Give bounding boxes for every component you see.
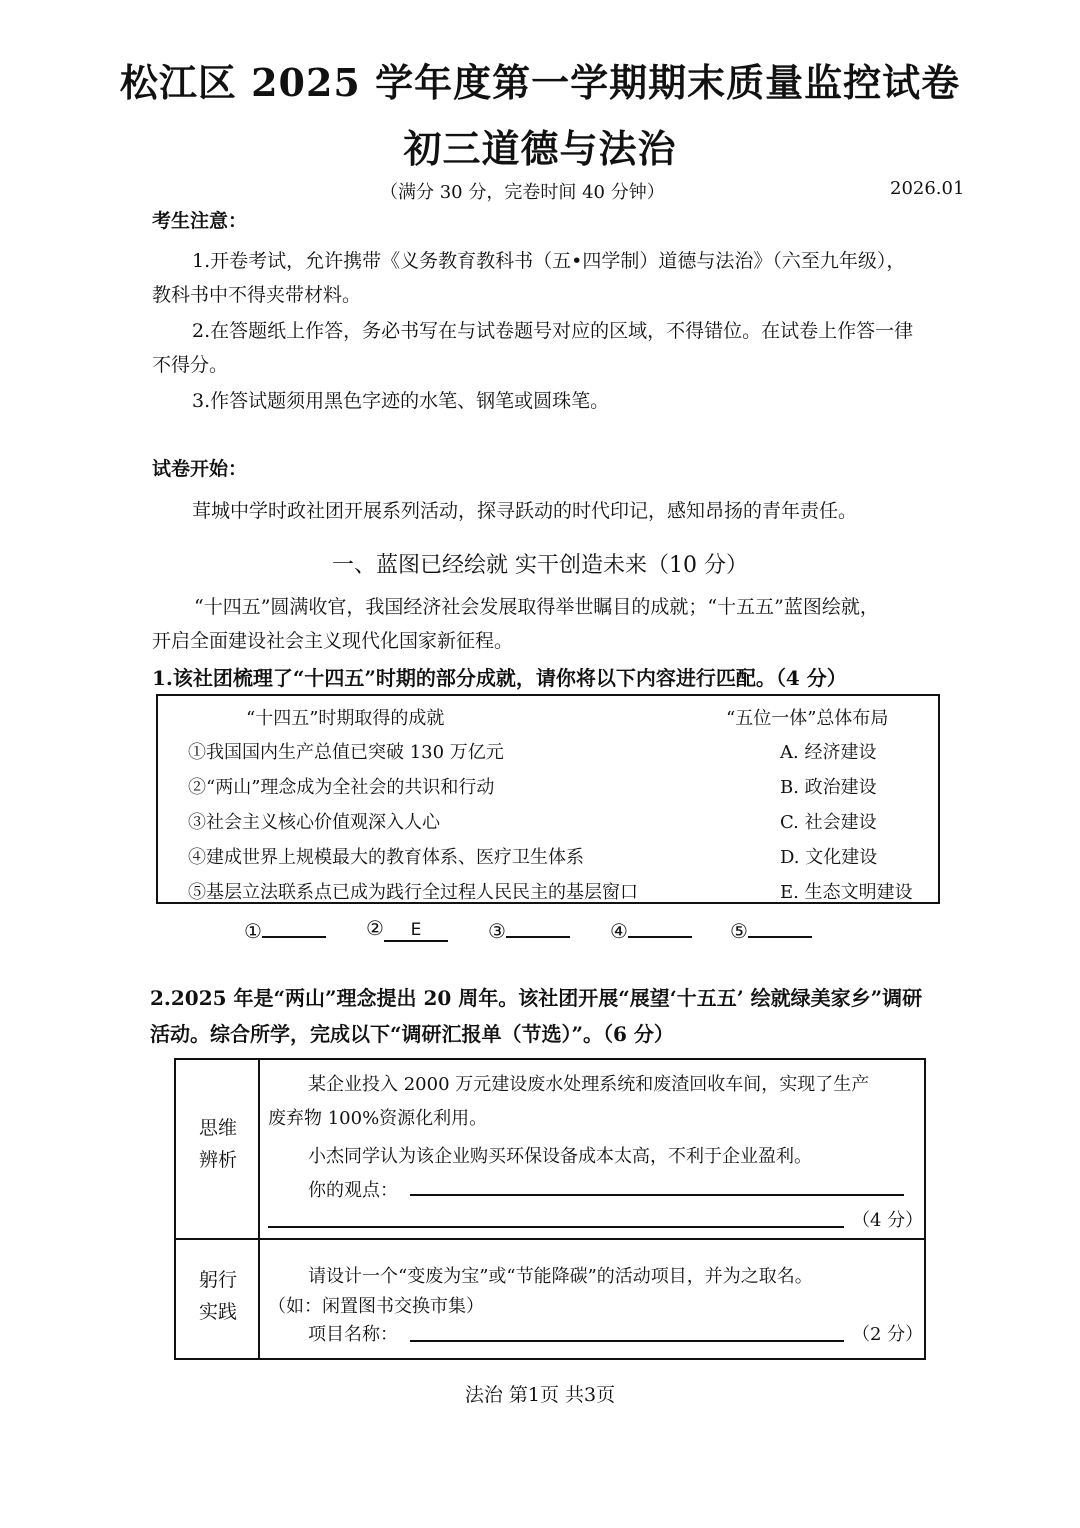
q1-answer-3-mark: ③ — [488, 919, 506, 943]
q2-part-1-label — [194, 1112, 242, 1177]
q2-part-2-answer-line[interactable] — [410, 1340, 844, 1342]
q1-achievement-5: ⑤基层立法联系点已成为践行全过程人民民主的基层窗口 — [188, 882, 638, 903]
exam-date: 2026.01 — [890, 178, 965, 199]
section-1-title: 一、蓝图已经绘就 实干创造未来（10 分） — [332, 553, 748, 578]
subject-title: 初三道德与法治 — [403, 126, 677, 171]
start-intro: 茸城中学时政社团开展系列活动，探寻跃动的时代印记，感知昂扬的青年责任。 — [192, 500, 858, 522]
notice-item-2-line-2: 不得分。 — [152, 354, 229, 376]
q1-layout-d: D. 文化建设 — [780, 847, 878, 868]
score-info: （满分 30 分，完卷时间 40 分钟） — [380, 182, 665, 203]
q2-part-2-label — [194, 1264, 242, 1329]
q1-answer-4[interactable] — [610, 916, 692, 943]
q2-part-1-line-3: 小杰同学认为该企业购买环保设备成本太高，不利于企业盈利。 — [308, 1146, 812, 1167]
q1-achievement-4: ④建成世界上规模最大的教育体系、医疗卫生体系 — [188, 847, 584, 868]
q2-part-1-label-a: 思维 — [198, 1117, 237, 1139]
q2-part-2-label-a: 躬行 — [198, 1269, 237, 1291]
q2-report-table — [174, 1058, 926, 1360]
notice-heading: 考生注意： — [152, 210, 248, 232]
q1-answer-1-mark: ① — [244, 919, 262, 943]
q1-answer-4-blank[interactable] — [628, 916, 692, 938]
q1-answer-2[interactable] — [366, 916, 448, 942]
q2-part-1-score: （4 分） — [852, 1210, 924, 1231]
q1-achievement-2: ②“两山”理念成为全社会的共识和行动 — [188, 777, 495, 798]
q1-answer-1[interactable] — [244, 916, 326, 943]
q1-answer-1-blank[interactable] — [262, 916, 326, 938]
q2-part-2-label-b: 实践 — [198, 1301, 237, 1324]
q1-answer-3[interactable] — [488, 916, 570, 943]
q1-layout-b: B. 政治建设 — [780, 777, 877, 798]
q2-part-2-prompt: 项目名称： — [308, 1324, 398, 1345]
q2-part-2-line-2: （如：闲置图书交换市集） — [268, 1296, 484, 1317]
q2-table-divider-vertical — [258, 1060, 260, 1358]
q1-col-right-header: “五位一体”总体布局 — [726, 708, 889, 729]
q1-col-left-header: “十四五”时期取得的成就 — [246, 708, 445, 729]
q2-part-1-answer-line-1[interactable] — [410, 1194, 904, 1196]
q1-layout-e: E. 生态文明建设 — [780, 882, 913, 903]
section-1-para-line-1: “十四五”圆满收官，我国经济社会发展取得举世瞩目的成就；“十五五”蓝图绘就， — [194, 596, 879, 618]
q2-part-2-line-1: 请设计一个“变废为宝”或“节能降碳”的活动项目，并为之取名。 — [308, 1266, 813, 1287]
start-heading: 试卷开始： — [152, 458, 248, 480]
q1-answer-2-blank[interactable]: E — [384, 920, 448, 942]
notice-item-1-line-2: 教科书中不得夹带材料。 — [152, 284, 362, 306]
q2-part-1-line-1: 某企业投入 2000 万元建设废水处理系统和废渣回收车间，实现了生产 — [308, 1074, 870, 1095]
q1-answer-2-mark: ② — [366, 916, 384, 940]
q1-stem: 1.该社团梳理了“十四五”时期的部分成就，请你将以下内容进行匹配。（4 分） — [152, 666, 847, 690]
q1-answer-3-blank[interactable] — [506, 916, 570, 938]
q2-stem-line-1: 2.2025 年是“两山”理念提出 20 周年。该社团开展“展望‘十五五’ 绘就绿美家乡”调研 — [150, 986, 923, 1010]
exam-title: 松江区 2025 学年度第一学期期末质量监控试卷 — [119, 60, 961, 105]
q2-part-2-score: （2 分） — [852, 1324, 924, 1345]
q1-answer-4-mark: ④ — [610, 919, 628, 943]
q1-answer-5-mark: ⑤ — [730, 919, 748, 943]
q2-part-1-line-2: 废弃物 100%资源化利用。 — [268, 1108, 488, 1129]
q1-achievement-3: ③社会主义核心价值观深入人心 — [188, 812, 440, 833]
notice-item-3: 3.作答试题须用黑色字迹的水笔、钢笔或圆珠笔。 — [192, 390, 610, 412]
notice-item-2-line-1: 2.在答题纸上作答，务必书写在与试卷题号对应的区域，不得错位。在试卷上作答一律 — [192, 320, 914, 342]
q2-stem-line-2: 活动。综合所学，完成以下“调研汇报单（节选）”。（6 分） — [150, 1022, 674, 1046]
section-1-para-line-2: 开启全面建设社会主义现代化国家新征程。 — [152, 630, 514, 652]
q1-answer-5[interactable] — [730, 916, 812, 943]
q1-answer-5-blank[interactable] — [748, 916, 812, 938]
page-footer: 法治 第1页 共3页 — [464, 1384, 616, 1406]
notice-item-1-line-1: 1.开卷考试，允许携带《义务教育教科书（五•四学制）道德与法治》（六至九年级）， — [192, 250, 906, 272]
q2-part-1-prompt: 你的观点： — [308, 1180, 398, 1201]
q2-table-divider-horizontal — [176, 1238, 924, 1240]
q1-layout-a: A. 经济建设 — [780, 742, 877, 763]
q2-part-1-answer-line-2[interactable] — [268, 1226, 844, 1228]
q2-part-1-label-b: 辨析 — [198, 1149, 237, 1172]
q1-achievement-1: ①我国国内生产总值已突破 130 万亿元 — [188, 742, 504, 763]
q1-layout-c: C. 社会建设 — [780, 812, 877, 833]
q1-matching-table — [156, 694, 940, 904]
